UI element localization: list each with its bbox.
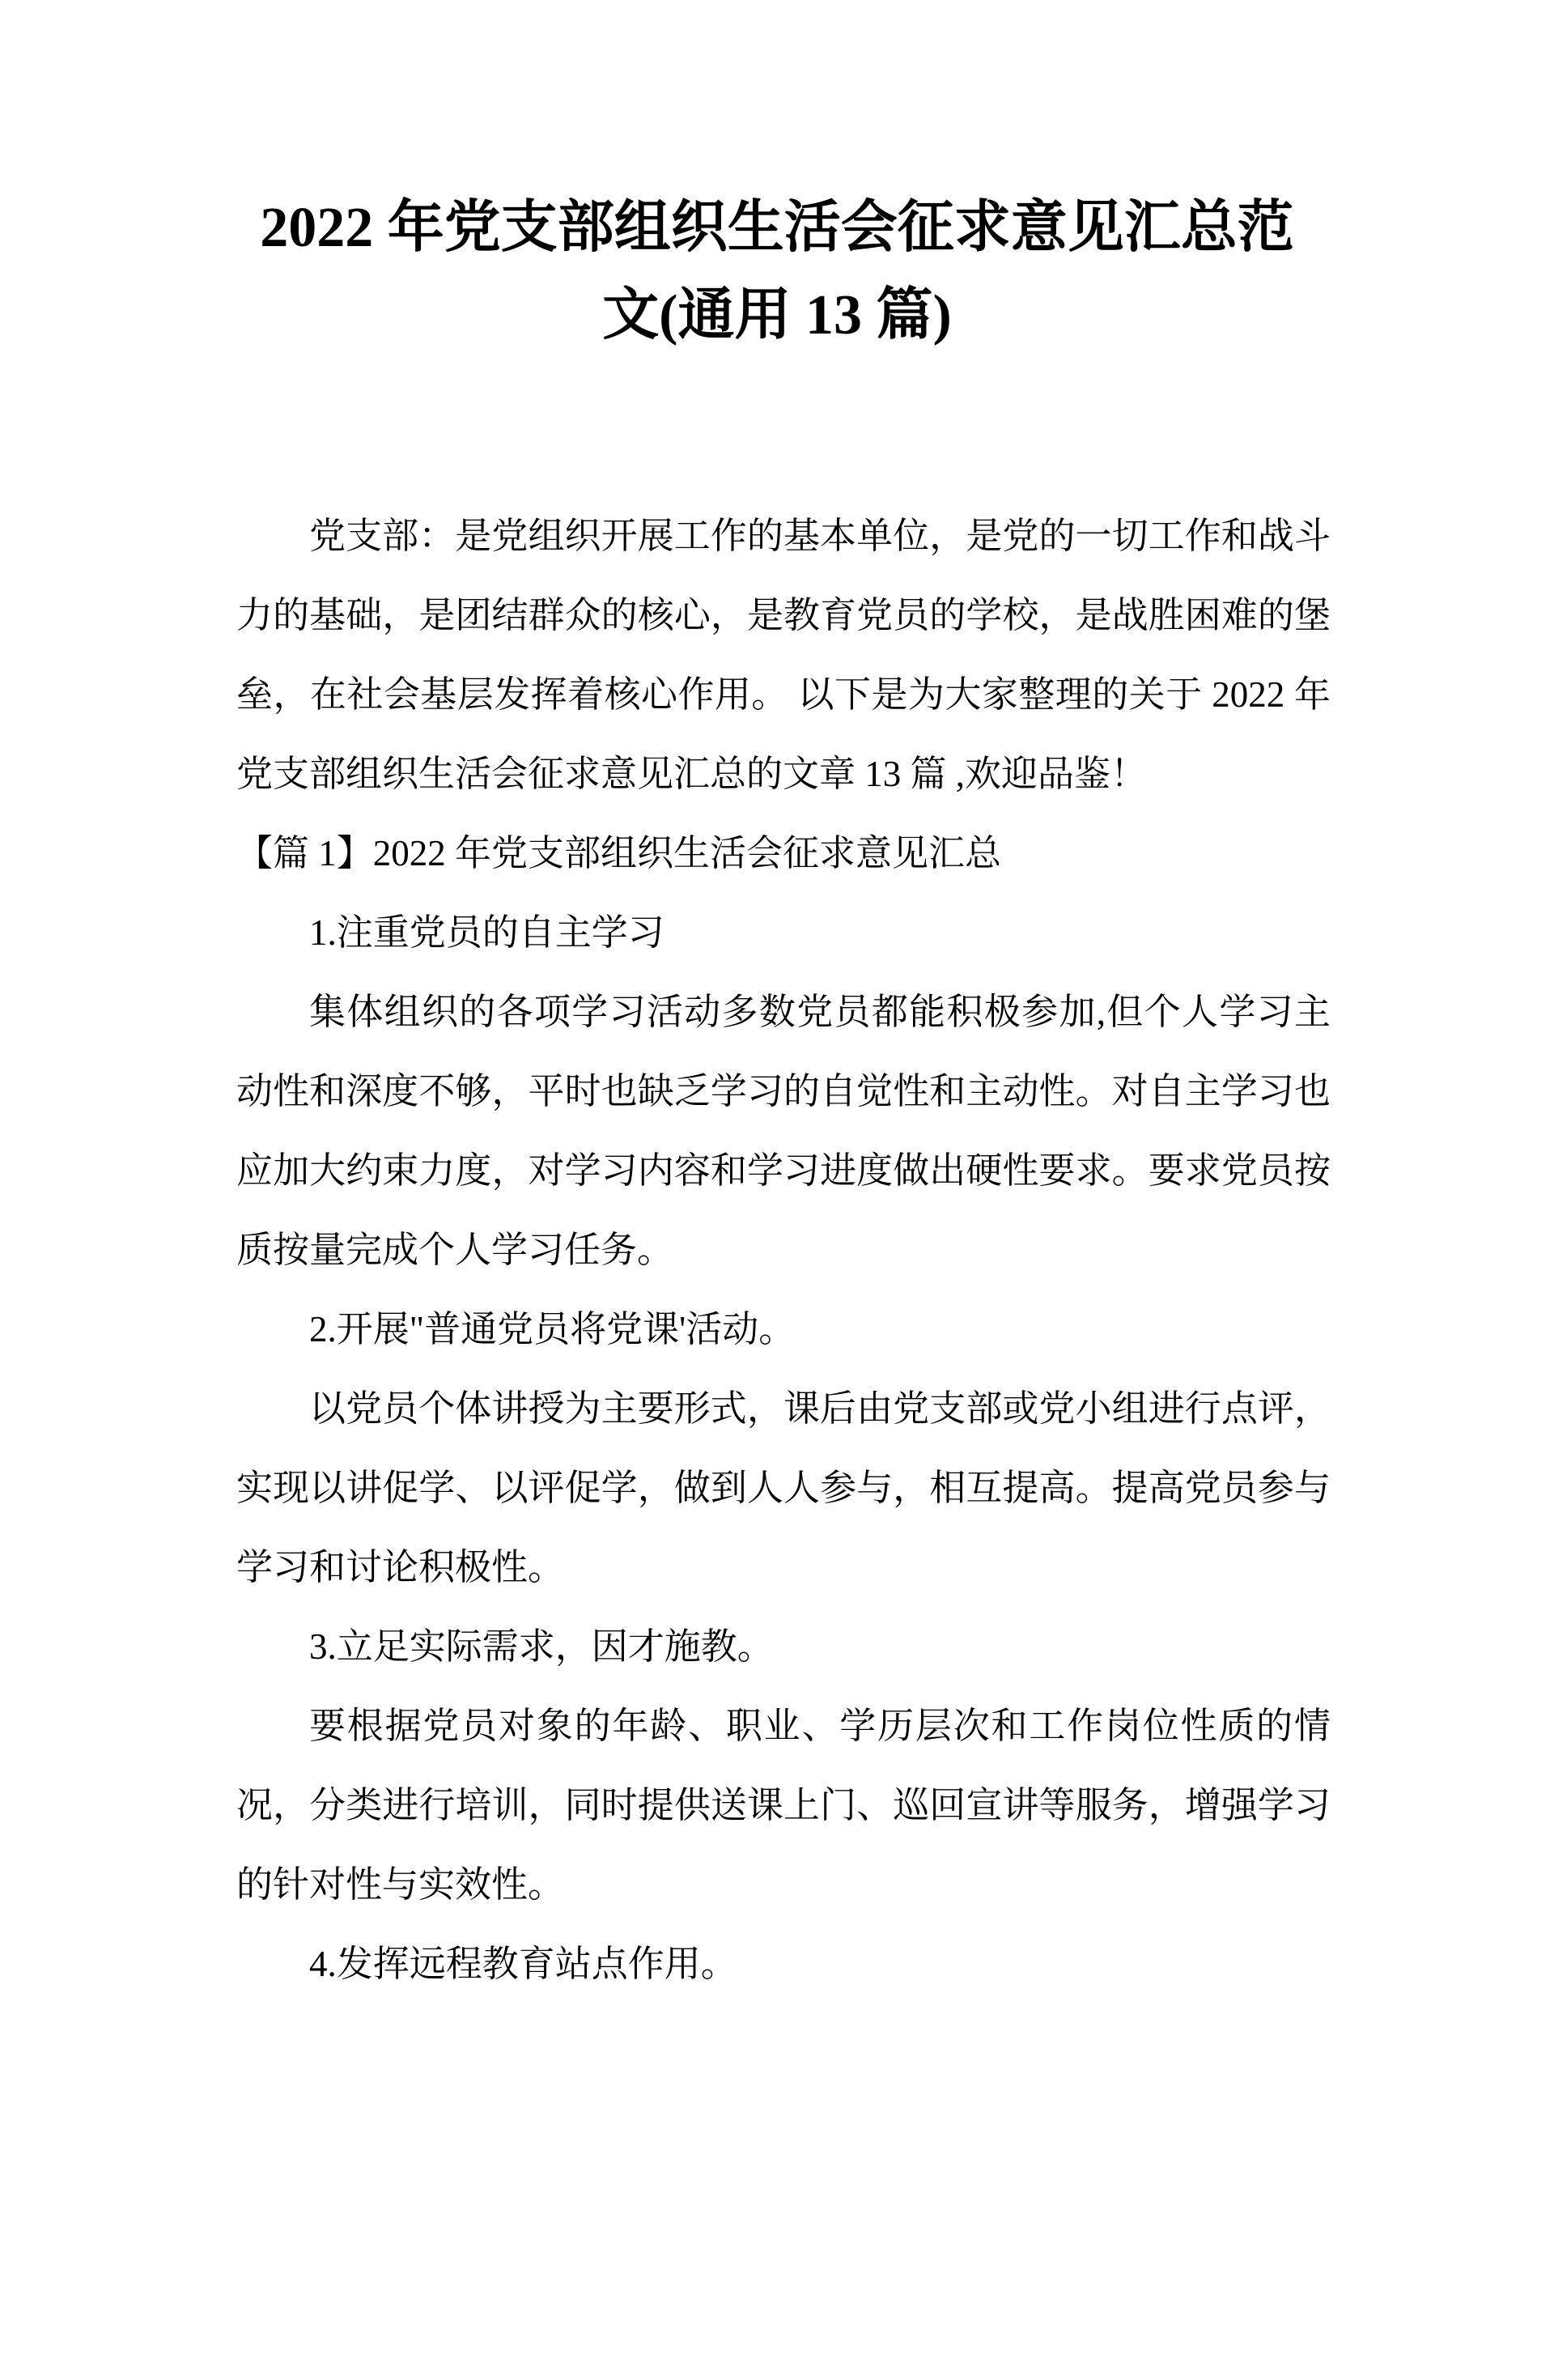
list-item-4-heading: 4.发挥远程教育站点作用。	[309, 1944, 737, 1984]
list-item-2-body: 以党员个体讲授为主要形式，课后由党支部或党小组进行点评，实现以讲促学、以评促学，做到人人参与，相互提高。提高党员参与学习和讨论积极性。	[236, 1388, 1331, 1587]
list-item-2-heading: 2.开展"普通党员将党课'活动。	[309, 1309, 796, 1349]
document-page	[0, 185, 1554, 2380]
document-body	[236, 496, 1331, 2004]
list-item-3-heading: 3.立足实际需求，因才施教。	[309, 1626, 774, 1667]
section-heading-part1: 【篇 1】2022 年党支部组织生活会征求意见汇总	[236, 833, 1002, 873]
list-item-3-body: 要根据党员对象的年龄、职业、学历层次和工作岗位性质的情况，分类进行培训，同时提供送课上门、巡回宣讲等服务，增强学习的针对性与实效性。	[236, 1706, 1331, 1905]
paragraph-intro: 党支部：是党组织开展工作的基本单位，是党的一切工作和战斗力的基础，是团结群众的核心，是教育党员的学校，是战胜困难的堡垒，在社会基层发挥着核心作用。 以下是为大家整理的关于 2022 年党支部组织生活会征求意见汇总的文章 13 篇 ,欢迎品鉴！	[236, 516, 1331, 794]
document-title: 2022 年党支部组织生活会征求意见汇总范文(通用 13 篇)	[260, 197, 1294, 346]
list-item-1-heading: 1.注重党员的自主学习	[309, 912, 664, 953]
list-item-1-body: 集体组织的各项学习活动多数党员都能积极参加,但个人学习主动性和深度不够，平时也缺乏学习的自觉性和主动性。对自主学习也应加大约束力度，对学习内容和学习进度做出硬性要求。要求党员按质按量完成个人学习任务。	[236, 992, 1331, 1270]
